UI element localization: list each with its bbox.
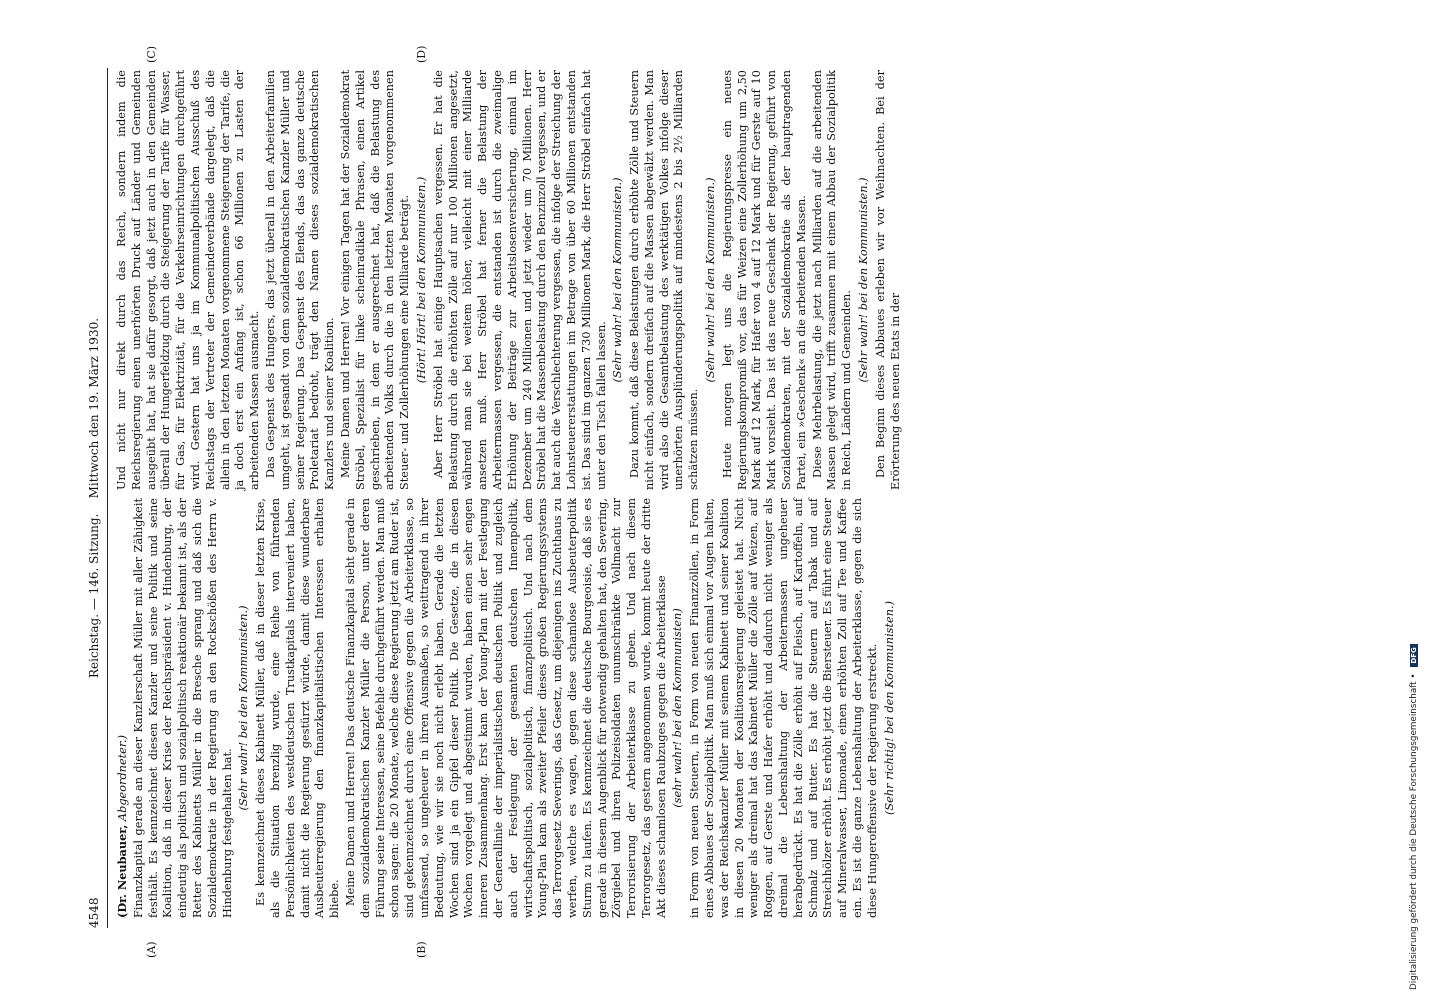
paragraph: in Form von neuen Steuern, in Form von neuen Finanzzöllen, in Form eines Abbaues der Sozialpolitik. Man muß sich einmal vor Augen halten, was der Reichskanzler Müller mit seinem Kabinett und seiner Koalition in diesen 20 Monaten der Koalitionsregierung geleistet hat. Nicht weniger als dreimal hat das Kabinett Müller die Zölle auf Weizen, auf Roggen, auf Gerste und Hafer erhöht und dadurch nicht weniger als dreimal die Lebenshaltung der Arbeitermassen ungeheuer herabgedrückt. Es hat die Zölle erhöht auf Fleisch, auf Kartoffeln, auf Schmalz und auf Butter. Es hat die Steuern auf Tabak und auf Streichhölzer erhöht. Es erhöht jetzt die Biersteuer. Es führt eine Steuer auf Mineralwasser, Limonade, einen erhöhten Zoll auf Tee und Kaffee ein. Es ist die ganze Lebenshaltung der Arbeiterklasse, gegen die sich diese Hungeroffensive der Regierung erstreckt. [688, 498, 879, 918]
margin-mark-b: (B) [415, 941, 428, 958]
paragraph: Diese Mehrbelastung, die jetzt nach Milliarden auf die arbeitenden Massen gelegt wird, trifft zusammen mit einem Abbau der Sozialpolitik in Reich, Ländern und Gemeinden. [810, 70, 854, 490]
margin-mark-c: (C) [145, 46, 158, 63]
speaker-name: (Dr. Neubauer, [115, 824, 129, 918]
paragraph: Und nicht nur direkt durch das Reich, sondern indem die Reichsregierung einen unerhörten Druck auf Länder und Gemeinden ausgeübt hat, hat sie dafür gesorgt, daß jetzt auch in den Gemeinden überall der Hungerfeldzug durch die Steigerung der Tarife für Wasser, für Gas, für Elektrizität, für die Verkehrseinrichtungen durchgeführt wird. Gestern hat uns ja im Kommunalpolitischen Ausschuß des Reichstags der Vertreter der Gemeindeverbände dargelegt, daß die allein in den letzten Monaten vorgenommene Steigerung der Tarife, die ja doch erst ein Anfang ist, schon 66 Millionen zu Lasten der arbeitenden Massen ausmacht. [115, 70, 262, 490]
interjection: (Sehr wahr! bei den Kommunisten.) [857, 177, 871, 383]
paragraph: Meine Damen und Herren! Das deutsche Finanzkapital sieht gerade in dem sozialdemokratischen Kanzler Müller die Person, unter deren Führung seine Interessen, seine Befehle durchgeführt werden. Man muß schon sagen: die 20 Monate, welche diese Regierung jetzt am Ruder ist, sind gekennzeichnet durch eine Offensive gegen die Arbeiterklasse, so umfassend, so ungeheuer in ihren Ausmaßen, so weittragend in ihrer Bedeutung, wie wir sie noch nicht erlebt haben. Gerade die letzten Wochen sind ja ein Gipfel dieser Politik. Die Gesetze, die in diesen Wochen vorgelegt und abgestimmt wurden, haben einen sehr engen inneren Zusammenhang. Erst kam der Young-Plan mit der Festlegung der Generallinie der imperialistischen deutschen Politik und zugleich auch der Festlegung der gesamten deutschen Innenpolitik, wirtschaftspolitisch, sozialpolitisch, finanzpolitisch. Und nach dem Young-Plan kam als zweiter Pfeiler dieses großen Regierungssystems das Terrorgesetz Severings, das Gesetz, um diejenigen ins Zuchthaus zu werfen, welche es wagen, gegen diese schamlose Ausbeuterpolitik Sturm zu laufen. Es kennzeichnet die deutsche Bourgeoisie, daß sie es gerade in diesem Augenblick für notwendig gehalten hat, den Severing, Zörgiebel und ihren Polizeisoldaten unumschränkte Vollmacht zur Terrorisierung der Arbeiterklasse zu geben. Und nach diesem Terrorgesetz, das gestern angenommen wurde, kommt heute der dritte Akt dieses schamlosen Raubzuges gegen die Arbeiterklasse [343, 498, 668, 918]
paragraph: Dazu kommt, daß diese Belastungen durch erhöhte Zölle und Steuern nicht einfach, sondern dreifach auf die Massen abgewälzt werden. Man wird also die Gesamtbelastung des werktätigen Volkes infolge dieser unerhörten Ausplünderungspolitik auf mindestens 2 bis 2½ Milliarden schätzen müssen. [628, 70, 701, 490]
paragraph: Den Beginn dieses Abbaues erleben wir vor Weihnachten. Bei der Erörterung des neuen Etats in der [873, 70, 902, 490]
paragraph: Es kennzeichnet dieses Kabinett Müller, daß in dieser letzten Krise, als die Situation brenzlig wurde, eine Reihe von führenden Persönlichkeiten des westdeutschen Trustkapitals interveniert haben, damit nicht die Regierung gestürzt würde, damit diese wunderbare Ausbeuterregierung den finanzkapitalistischen Interessen erhalten bliebe. [254, 498, 342, 918]
interjection: (Sehr richtig! bei den Kommunisten.) [882, 601, 896, 815]
speaker-line [115, 498, 131, 918]
paragraph: Heute morgen legt uns die Regierungspresse ein neues Regierungskompromiß vor, das für Weizen eine Zollerhöhung um 2,50 Mark auf 12 Mark, für Hafer von 4 auf 12 Mark und für Gerste auf 10 Mark vorsieht. Das ist das neue Geschenk der Regierung, geführt von Sozialdemokraten, mit der Sozialdemokratie als der hauptragenden Partei, ein »Geschenk« an die arbeitenden Massen. [720, 70, 808, 490]
page-header [85, 68, 108, 928]
paragraph: Aber Herr Ströbel hat einige Hauptsachen vergessen. Er hat die Belastung durch die erhöhten Zölle auf nur 100 Millionen angesetzt, während man sie bei weitem höher, vielleicht mit einer Milliarde ansetzen muß. Herr Ströbel hat ferner die Belastung der Arbeitermassen vergessen, die entstanden ist durch die zweimalige Erhöhung der Beiträge zur Arbeitslosenversicherung, einmal im Dezember um 240 Millionen und jetzt wieder um 70 Millionen. Herr Ströbel hat die Massenbelastung durch den Benzinzoll vergessen, und er hat auch die Verschlechterung vergessen, die infolge der Streichung der Lohnsteuererstattungen im Betrage von über 60 Millionen entstanden ist. Das sind im ganzen 730 Millionen Mark, die Herr Ströbel einfach hat unter den Tisch fallen lassen. [431, 70, 608, 490]
header-right-title: Mittwoch den 19. März 1930. [87, 317, 101, 499]
speaker-role: Abgeordneter.) [116, 734, 129, 822]
margin-mark-d: (D) [415, 45, 428, 63]
credit-text: Digitalisierung gefördert durch die Deutsche Forschungsgemeinschaft • [1409, 673, 1419, 990]
digitization-credit [1409, 30, 1427, 990]
page-number: 4548 [87, 897, 101, 928]
dfg-logo: DFG [1410, 644, 1418, 666]
interjection: (sehr wahr! bei den Kommunisten) [671, 608, 685, 808]
interjection: (Hört! Hört! bei den Kommunisten.) [414, 176, 428, 384]
left-column [115, 498, 896, 918]
paragraph: Das Gespenst des Hungers, das jetzt überall in den Arbeiterfamilien umgeht, ist gesandt von dem sozialdemokratischen Kanzler Müller und seiner Regierung. Das Gespenst des Elends, das das ganze deutsche Proletariat bedroht, trägt den Namen dieses sozialdemokratischen Kanzlers und seiner Koalition. [263, 70, 337, 490]
paragraph: Finanzkapital gerade an dieser Kanzlerschaft Müller mit aller Zähigkeit festhält. Es kennzeichnet diesen Kanzler und seine Politik und seine Koalition, daß in dieser Krise der Reichspräsident v. Hindenburg, der eindeutig als politisch und sozialpolitisch reaktionär bekannt ist, als der Retter des Kabinetts Müller in die Bresche sprang und daß sich die Sozialdemokratie in der Regierung an den Rockschößen des Herrn v. Hindenburg festgehalten hat. [131, 498, 234, 918]
margin-mark-a: (A) [145, 941, 158, 958]
header-title [85, 68, 103, 928]
interjection: (Sehr wahr! bei den Kommunisten.) [611, 177, 625, 383]
interjection: (Sehr wahr! bei den Kommunisten.) [237, 605, 251, 811]
interjection: (Sehr wahr! bei den Kommunisten.) [704, 177, 718, 383]
right-column [115, 70, 902, 490]
paragraph: Meine Damen und Herren! Vor einigen Tagen hat der Sozialdemokrat Ströbel, Spezialist für linke scheinradikale Phrasen, einen Artikel geschrieben, in dem er ausgerechnet hat, daß die Belastung des arbeitenden Volks durch die in den letzten Monaten vorgenommenen Steuer- und Zollerhöhungen eine Milliarde beträgt. [338, 70, 412, 490]
header-left-title: Reichstag. — 146. Sitzung. [87, 513, 101, 679]
rotated-page-content [85, 45, 902, 958]
